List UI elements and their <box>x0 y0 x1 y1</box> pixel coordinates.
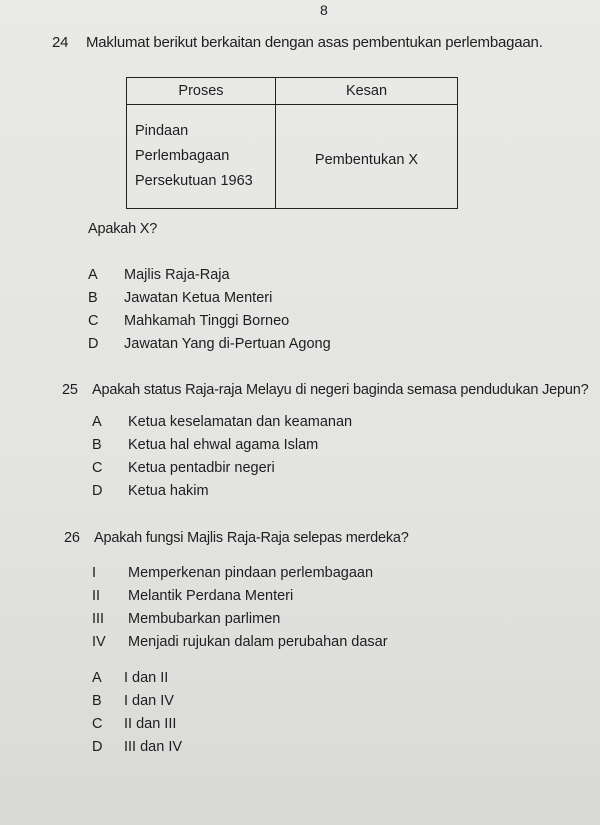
option-text: III dan IV <box>124 739 183 755</box>
proses-line: Pindaan <box>135 123 189 139</box>
option-text: Mahkamah Tinggi Borneo <box>124 313 290 329</box>
statement-text: Melantik Perdana Menteri <box>128 588 294 604</box>
statement-numeral: III <box>92 611 105 627</box>
option-text: Ketua pentadbir negeri <box>128 460 275 476</box>
proses-line: Perlembagaan <box>135 148 230 164</box>
option-letter: B <box>92 693 102 709</box>
option-text: Ketua hakim <box>128 483 209 499</box>
option-letter: A <box>88 267 98 283</box>
table-cell-kesan: Pembentukan X <box>276 105 458 209</box>
statement-numeral: IV <box>92 634 106 650</box>
info-table <box>126 77 458 209</box>
table-cell-proses <box>127 105 276 209</box>
question-text: Apakah status Raja-raja Melayu di negeri baginda semasa pendudukan Jepun? <box>92 382 589 398</box>
option-text: I dan II <box>124 670 169 686</box>
option-letter: C <box>92 460 103 476</box>
question-text: Maklumat berikut berkaitan dengan asas pembentukan perlembagaan. <box>86 34 543 51</box>
question-number: 25 <box>62 382 78 398</box>
question-24 <box>52 34 543 51</box>
option-text: II dan III <box>124 716 177 732</box>
option-letter: D <box>92 739 103 755</box>
option-letter: B <box>88 290 98 306</box>
question-number: 24 <box>52 34 69 51</box>
option-letter: A <box>92 414 102 430</box>
option-text: Jawatan Yang di-Pertuan Agong <box>124 336 331 352</box>
option-text: I dan IV <box>124 693 174 709</box>
option-text: Ketua keselamatan dan keamanan <box>128 414 353 430</box>
proses-line: Persekutuan 1963 <box>135 173 253 189</box>
option-text: Jawatan Ketua Menteri <box>124 290 273 306</box>
option-letter: A <box>92 670 102 686</box>
question-number: 26 <box>64 530 80 546</box>
option-letter: B <box>92 437 102 453</box>
option-letter: C <box>92 716 103 732</box>
question-26 <box>64 530 409 546</box>
option-letter: D <box>88 336 99 352</box>
question-25 <box>62 382 588 398</box>
statement-text: Membubarkan parlimen <box>128 611 281 627</box>
option-letter: D <box>92 483 103 499</box>
statement-numeral: II <box>92 588 101 604</box>
statement-text: Memperkenan pindaan perlembagaan <box>128 565 374 581</box>
page-number: 8 <box>320 2 328 18</box>
question-text: Apakah fungsi Majlis Raja-Raja selepas merdeka? <box>94 530 409 546</box>
option-text: Ketua hal ehwal agama Islam <box>128 437 319 453</box>
table-header-proses: Proses <box>127 78 276 105</box>
statement-text: Menjadi rujukan dalam perubahan dasar <box>128 634 388 650</box>
option-text: Majlis Raja-Raja <box>124 267 230 283</box>
option-letter: C <box>88 313 99 329</box>
question-24-prompt: Apakah X? <box>88 221 158 237</box>
table-header-kesan: Kesan <box>276 78 458 105</box>
statement-numeral: I <box>92 565 97 581</box>
